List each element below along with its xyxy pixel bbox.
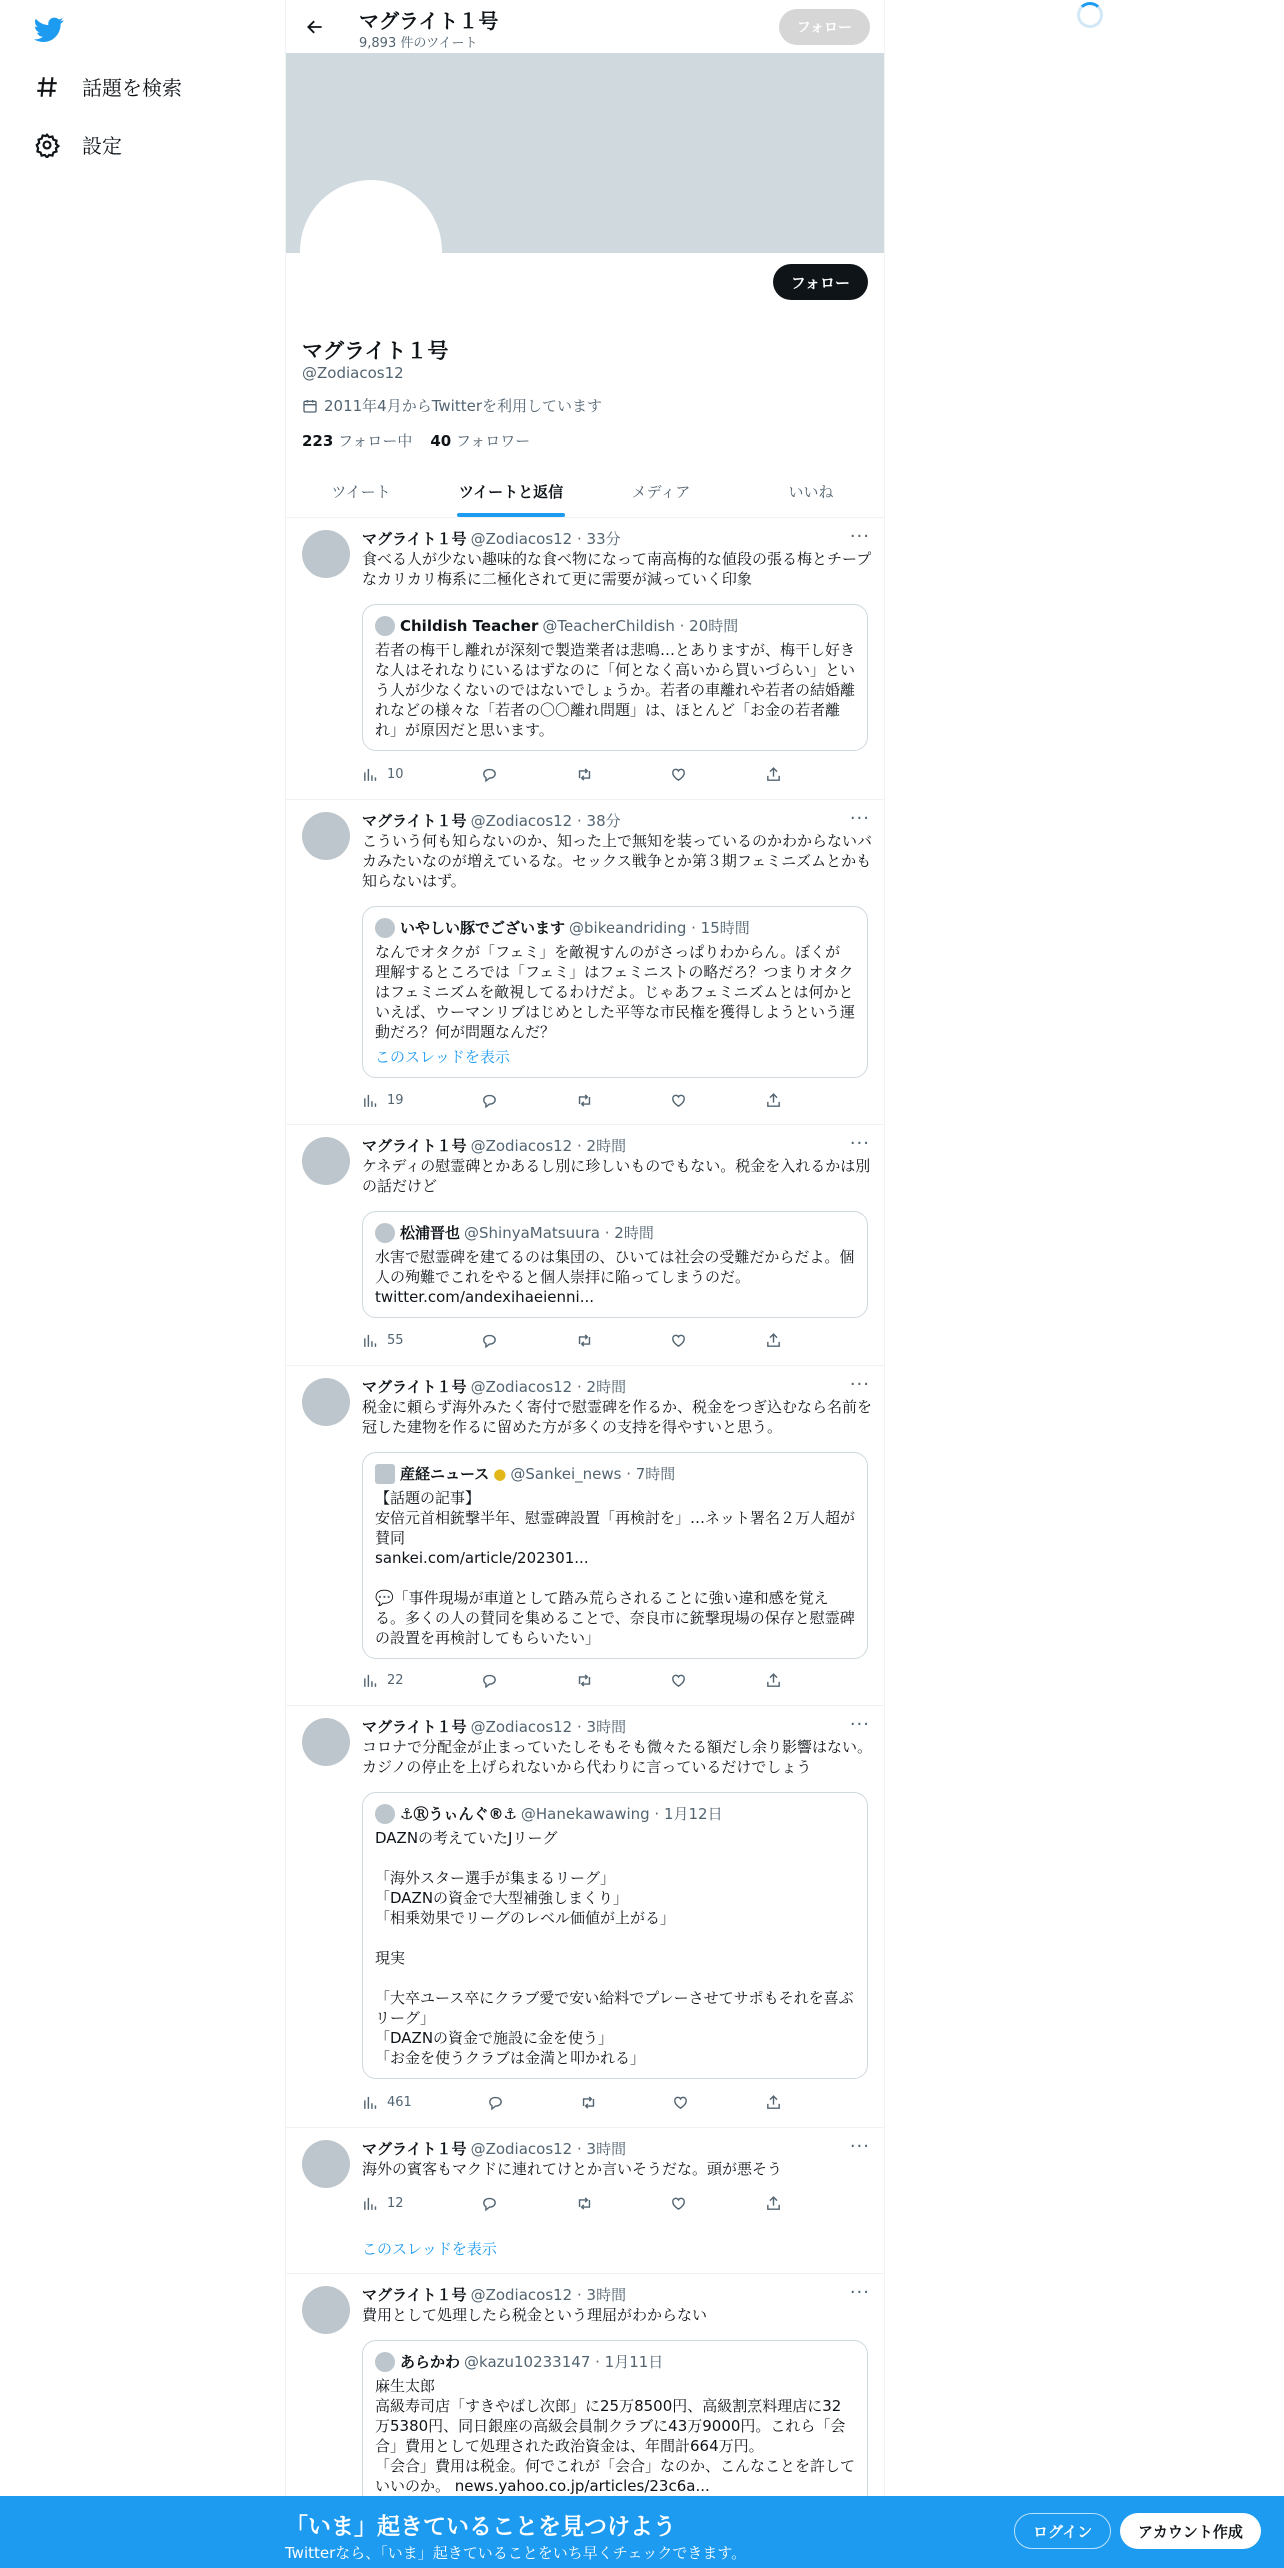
following-link[interactable]: 223 フォロー中: [302, 432, 413, 450]
nav-settings[interactable]: [34, 130, 122, 159]
tweet-header: マグライト１号 @Zodiacos12 · 3時間: [362, 1718, 627, 1736]
reply-button[interactable]: [481, 1332, 498, 1349]
quoted-tweet[interactable]: [362, 604, 868, 751]
views-button[interactable]: 10: [362, 766, 404, 783]
quoted-tweet[interactable]: [362, 2340, 868, 2507]
header-follow-button[interactable]: フォロー: [779, 9, 870, 45]
header-tweet-count: 9,893 件のツイート: [359, 36, 478, 51]
tweet[interactable]: [286, 1125, 885, 1366]
tweet-avatar[interactable]: [302, 2286, 350, 2334]
analytics-icon: [362, 766, 379, 783]
more-icon[interactable]: ···: [849, 808, 870, 829]
tab-tweets[interactable]: ツイート: [331, 482, 391, 501]
tweet-actions: [362, 1092, 782, 1109]
reply-button[interactable]: [481, 1092, 498, 1109]
tweet-header: マグライト１号 @Zodiacos12 · 3時間: [362, 2140, 627, 2158]
quote-header: ⚓Ⓡうぃんぐ®⚓ @Hanekawawing · 1月12日: [375, 1803, 855, 1824]
back-button[interactable]: [298, 12, 332, 42]
hashtag-icon: [34, 74, 60, 100]
more-icon[interactable]: ···: [849, 1133, 870, 1154]
profile-tabs: [286, 465, 885, 518]
reply-button[interactable]: [481, 1672, 498, 1689]
retweet-button[interactable]: [576, 1672, 593, 1689]
views-button[interactable]: 19: [362, 1092, 404, 1109]
profile-joined: [302, 395, 602, 416]
reply-icon: [481, 1332, 498, 1349]
tweet-avatar[interactable]: [302, 812, 350, 860]
like-button[interactable]: [670, 766, 687, 783]
profile-stats: [302, 430, 530, 451]
quote-text: DAZNの考えていたJリーグ 「海外スター選手が集まるリーグ」 「DAZNの資金で大型補強しまくり」 「相乗効果でリーグのレベル価値が上がる」 現実 「大卒ユース卒にクラブ愛で安い給料でプレーさせてサポもそれを喜ぶリーグ」 「DAZNの資金で施設に金を使う」 「お金を使うクラブは金満と叩かれる」: [375, 1829, 854, 2067]
profile-handle: @Zodiacos12: [302, 364, 404, 382]
tweet-header: マグライト１号 @Zodiacos12 · 2時間: [362, 1137, 627, 1155]
retweet-button[interactable]: [576, 2195, 593, 2212]
like-button[interactable]: [672, 2094, 689, 2111]
signup-banner-title: 「いま」起きていることを見つけよう: [285, 2514, 676, 2540]
share-icon: [765, 1332, 782, 1349]
retweet-icon: [576, 1332, 593, 1349]
twitter-logo-icon[interactable]: [34, 14, 64, 44]
tweet-avatar[interactable]: [302, 2140, 350, 2188]
tweet-avatar[interactable]: [302, 1718, 350, 1766]
followers-link[interactable]: 40 フォロワー: [430, 432, 531, 450]
reply-icon: [481, 766, 498, 783]
reply-icon: [481, 1092, 498, 1109]
tweet-header: マグライト１号 @Zodiacos12 · 38分: [362, 812, 621, 830]
share-button[interactable]: [765, 1672, 782, 1689]
heart-icon: [670, 766, 687, 783]
reply-icon: [481, 2195, 498, 2212]
tweet[interactable]: [286, 518, 885, 800]
quote-header: 松浦晋也 @ShinyaMatsuura · 2時間: [375, 1222, 855, 1243]
retweet-button[interactable]: [576, 1332, 593, 1349]
quoted-tweet[interactable]: [362, 1792, 868, 2079]
heart-icon: [670, 1092, 687, 1109]
tweet-avatar[interactable]: [302, 1137, 350, 1185]
quote-avatar: [375, 1223, 395, 1243]
retweet-button[interactable]: [576, 1092, 593, 1109]
tweet-header: マグライト１号 @Zodiacos12 · 3時間: [362, 2286, 627, 2304]
tweet-actions: [362, 2094, 782, 2111]
profile-column: [285, 0, 885, 2568]
tab-tweets-and-replies[interactable]: ツイートと返信: [436, 465, 586, 517]
quoted-tweet[interactable]: [362, 906, 868, 1078]
analytics-icon: [362, 1092, 379, 1109]
profile-joined-text: 2011年4月からTwitterを利用しています: [324, 397, 602, 415]
analytics-icon: [362, 1332, 379, 1349]
more-icon[interactable]: ···: [849, 1714, 870, 1735]
views-button[interactable]: 461: [362, 2094, 412, 2111]
show-thread-link[interactable]: このスレッドを表示: [375, 1048, 510, 1066]
retweet-icon: [576, 2195, 593, 2212]
retweet-icon: [576, 766, 593, 783]
share-button[interactable]: [765, 2094, 782, 2111]
share-button[interactable]: [765, 1092, 782, 1109]
retweet-button[interactable]: [576, 766, 593, 783]
nav-explore-label: 話題を検索: [82, 76, 182, 100]
header-title: マグライト１号: [359, 9, 499, 33]
tweet-text: 食べる人が少ない趣味的な食べ物になって南高梅的な値段の張る梅とチープなカリカリ梅系に二極化されて更に需要が減っていく印象: [362, 550, 872, 588]
more-icon[interactable]: ···: [849, 526, 870, 547]
more-icon[interactable]: ···: [849, 2282, 870, 2303]
quote-header: あらかわ @kazu10233147 · 1月11日: [375, 2351, 855, 2372]
gear-icon: [34, 132, 60, 158]
tweet-header: マグライト１号 @Zodiacos12 · 33分: [362, 530, 621, 548]
like-button[interactable]: [670, 1672, 687, 1689]
quote-text: 若者の梅干し離れが深刻で製造業者は悲鳴…とありますが、梅干し好きな人はそれなりにいるはずなのに「何となく高いから買いづらい」という人が少なくないのではないでしょうか。若者の車離れや若者の結婚離れなどの様々な「若者の〇〇離れ問題」は、ほとんど「お金の若者離れ」が原因だと思います。: [375, 641, 856, 739]
share-button[interactable]: [765, 2195, 782, 2212]
tweet-actions: [362, 766, 782, 783]
retweet-icon: [580, 2094, 597, 2111]
nav-explore[interactable]: [34, 72, 182, 101]
profile-avatar[interactable]: [300, 180, 442, 322]
retweet-icon: [576, 1092, 593, 1109]
quote-text: 【話題の記事】 安倍元首相銃撃半年、慰霊碑設置「再検討を」…ネット署名２万人超が賛同 sankei.com/article/202301... 💬「事件現場が車道として踏み荒らされることに強い違和感を覚える。多くの人の賛同を集めることで、奈良市に銃撃現場の保存と慰霊碑の設置を再検討してもらいたい」: [375, 1489, 856, 1647]
like-button[interactable]: [670, 1092, 687, 1109]
tweet-avatar[interactable]: [302, 530, 350, 578]
share-icon: [765, 766, 782, 783]
analytics-icon: [362, 2195, 379, 2212]
quote-avatar: [375, 616, 395, 636]
quote-text: 麻生太郎 高級寿司店「すきやばし次郎」に25万8500円、高級割烹料理店に32万5380円、同日銀座の高級会員制クラブに43万9000円。これら「会合」費用として処理された政治資金は、年間計664万円。 「会合」費用は税金。何でこれが「会合」なのか、こんなことを許していいのか。 news.yahoo.co.jp/articles/23c6a...: [375, 2377, 856, 2495]
share-icon: [765, 2094, 782, 2111]
back-arrow-icon: [305, 17, 325, 37]
quote-header: いやしい豚でございます @bikeandriding · 15時間: [375, 917, 855, 938]
retweet-icon: [576, 1672, 593, 1689]
quote-header: Childish Teacher @TeacherChildish · 20時間: [375, 615, 855, 636]
signup-banner: [0, 2496, 1284, 2568]
more-icon[interactable]: ···: [849, 1374, 870, 1395]
tweet[interactable]: [286, 1706, 885, 2128]
quoted-tweet[interactable]: [362, 1211, 868, 1318]
tab-likes[interactable]: いいね: [788, 482, 834, 501]
share-icon: [765, 1672, 782, 1689]
quote-text: 水害で慰霊碑を建てるのは集団の、ひいては社会の受難だからだよ。個人の殉難でこれをやると個人崇拝に陥ってしまうのだ。 twitter.com/andexihaeienni...: [375, 1248, 855, 1306]
share-icon: [765, 1092, 782, 1109]
heart-icon: [670, 2195, 687, 2212]
reply-icon: [481, 1672, 498, 1689]
heart-icon: [672, 2094, 689, 2111]
verified-badge-icon: ●: [493, 1464, 507, 1483]
share-button[interactable]: [765, 766, 782, 783]
tweet-text: 税金に頼らず海外みたく寄付で慰霊碑を作るか、税金をつぎ込むなら名前を冠した建物を作るに留めた方が多くの支持を得やすいと思う。: [362, 1398, 873, 1436]
views-button[interactable]: 55: [362, 1332, 404, 1349]
signup-banner-subtitle: Twitterなら、「いま」起きていることをいち早くチェックできます。: [285, 2544, 747, 2562]
quote-text: なんでオタクが「フェミ」を敵視すんのがさっぱりわからん。ぼくが理解するところでは「フェミ」はフェミニストの略だろ？つまりオタクはフェミニズムを敵視してるわけだよ。じゃあフェミニズムとは何かといえば、ウーマンリブはじめとした平等な市民権を獲得しようという運動だろ？何が問題なんだ？: [375, 943, 856, 1041]
views-button[interactable]: 22: [362, 1672, 404, 1689]
loading-spinner-icon: [1077, 2, 1103, 28]
quote-avatar: [375, 1464, 395, 1484]
share-button[interactable]: [765, 1332, 782, 1349]
signup-button[interactable]: アカウント作成: [1120, 2513, 1261, 2549]
follow-button[interactable]: フォロー: [773, 264, 868, 300]
tab-media[interactable]: メディア: [631, 482, 691, 501]
profile-name: マグライト１号: [302, 339, 449, 363]
quoted-tweet[interactable]: [362, 1452, 868, 1659]
like-button[interactable]: [670, 1332, 687, 1349]
views-button[interactable]: 12: [362, 2195, 404, 2212]
reply-button[interactable]: [481, 766, 498, 783]
share-icon: [765, 2195, 782, 2212]
tweet[interactable]: [286, 2128, 885, 2274]
tweet-text: コロナで分配金が止まっていたしそもそも微々たる額だし余り影響はない。カジノの停止を上げられないから代わりに言っているだけでしょう: [362, 1738, 873, 1776]
quote-avatar: [375, 918, 395, 938]
profile-header-bar: [286, 0, 885, 53]
calendar-icon: [302, 398, 318, 414]
tweet-text: 海外の賓客もマクドに連れてけとか言いそうだな。頭が悪そう: [362, 2160, 783, 2178]
tweet-actions: [362, 2195, 782, 2212]
tweet-avatar[interactable]: [302, 1378, 350, 1426]
quote-avatar: [375, 2352, 395, 2372]
retweet-button[interactable]: [580, 2094, 597, 2111]
tweet-text: ケネディの慰霊碑とかあるし別に珍しいものでもない。税金を入れるかは別の話だけど: [362, 1157, 871, 1195]
tweet-actions: [362, 1332, 782, 1349]
heart-icon: [670, 1672, 687, 1689]
tweet-header: マグライト１号 @Zodiacos12 · 2時間: [362, 1378, 627, 1396]
tweet-text: 費用として処理したら税金という理屈がわからない: [362, 2306, 708, 2324]
show-thread-link[interactable]: このスレッドを表示: [362, 2240, 497, 2258]
tweet-actions: [362, 1672, 782, 1689]
reply-icon: [487, 2094, 504, 2111]
like-button[interactable]: [670, 2195, 687, 2212]
heart-icon: [670, 1332, 687, 1349]
reply-button[interactable]: [481, 2195, 498, 2212]
reply-button[interactable]: [487, 2094, 504, 2111]
quote-header: 産経ニュース ● @Sankei_news · 7時間: [375, 1463, 855, 1484]
analytics-icon: [362, 2094, 379, 2111]
more-icon[interactable]: ···: [849, 2136, 870, 2157]
tweet[interactable]: [286, 1366, 885, 1706]
nav-settings-label: 設定: [82, 134, 122, 158]
login-button[interactable]: ログイン: [1014, 2513, 1111, 2549]
analytics-icon: [362, 1672, 379, 1689]
quote-avatar: [375, 1804, 395, 1824]
tweet[interactable]: [286, 800, 885, 1125]
tweet-text: こういう何も知らないのか、知った上で無知を装っているのかわからないバカみたいなのが増えているな。セックス戦争とか第３期フェミニズムとかも知らないはず。: [362, 832, 873, 890]
